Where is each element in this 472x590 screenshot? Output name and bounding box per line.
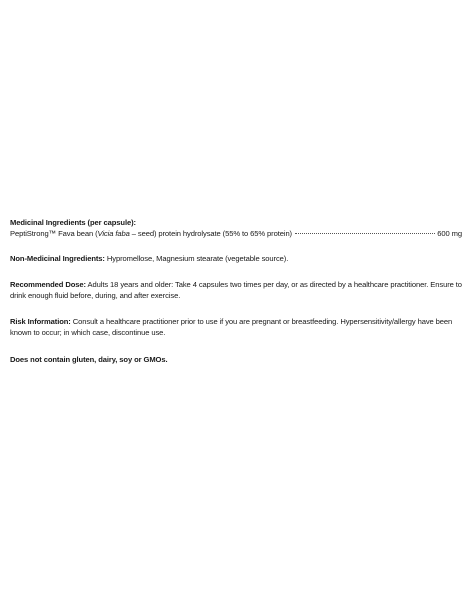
medicinal-ingredients-heading: Medicinal Ingredients (per capsule): [10,218,136,227]
risk-information-label: Risk Information: [10,317,71,326]
recommended-dose-label: Recommended Dose: [10,280,86,289]
product-label-text [10,217,462,365]
risk-information-text: Consult a healthcare practitioner prior to use if you are pregnant or breastfeeding. Hypersensitivity/allergy have been known to occur; in which case, discontinue use. [10,317,453,337]
ingredient-latin-name: Vicia faba [97,229,130,238]
ingredient-name-suffix: – seed) protein hydrolysate (55% to 65% protein) [129,229,292,238]
recommended-dose [10,279,462,301]
risk-information [10,316,462,338]
ingredient-name [10,228,292,239]
dotted-leader [295,233,435,234]
ingredient-name-prefix: PeptiStrong™ Fava bean ( [10,229,98,238]
non-medicinal-text: Hypromellose, Magnesium stearate (vegetable source). [104,254,289,263]
medicinal-ingredients-section [10,217,462,239]
ingredient-amount: 600 mg [437,229,462,238]
non-medicinal-label: Non-Medicinal Ingredients: [10,254,105,263]
ingredient-row [10,228,462,239]
free-from-statement: Does not contain gluten, dairy, soy or GMOs. [10,355,168,364]
non-medicinal-ingredients [10,253,462,264]
recommended-dose-text: Adults 18 years and older: Take 4 capsules two times per day, or as directed by a healthcare practitioner. Ensure to drink enough fluid before, during, and after exercise. [10,280,462,300]
